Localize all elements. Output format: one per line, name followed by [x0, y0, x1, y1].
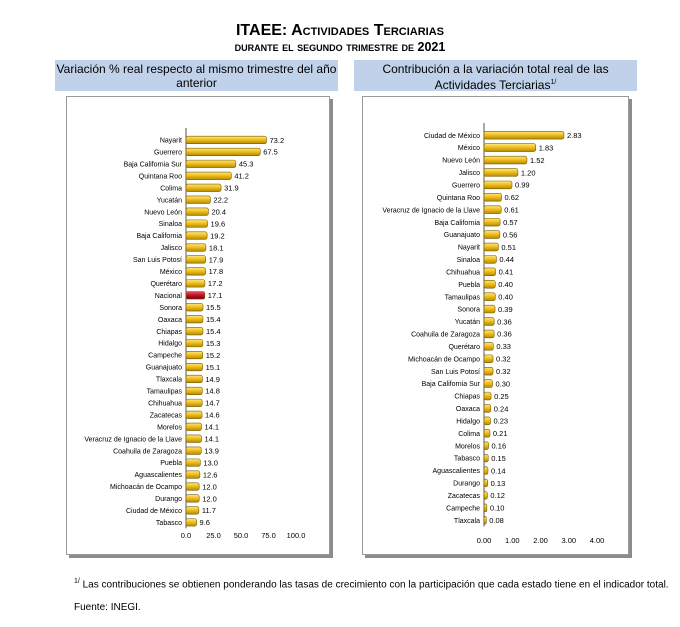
- left-chart-category-label: Campeche: [148, 352, 182, 360]
- left-chart-bar: [186, 304, 203, 312]
- right-chart-category-label: Chiapas: [454, 393, 480, 401]
- right-chart-bar: [484, 144, 536, 152]
- left-chart-value-label: 13.0: [203, 458, 218, 468]
- right-chart-bar: [484, 156, 527, 164]
- left-chart-category-label: Tabasco: [155, 519, 182, 527]
- left-chart-category-label: Nayarit: [159, 137, 182, 145]
- right-chart-bar: [484, 268, 496, 276]
- right-chart-value-label: 0.40: [498, 292, 513, 302]
- left-chart-category-label: Tamaulipas: [146, 388, 182, 396]
- left-chart-tick-label: 100.0: [286, 531, 306, 540]
- left-chart-value-label: 13.9: [204, 446, 219, 456]
- right-chart-value-label: 0.33: [496, 342, 511, 352]
- left-chart-category-label: Sinaloa: [158, 221, 182, 229]
- right-chart-category-label: Aguascalientes: [432, 468, 480, 476]
- right-chart-value-label: 0.08: [489, 516, 504, 526]
- right-chart-category-label: Baja California: [434, 219, 480, 227]
- right-chart-bar: [484, 504, 487, 512]
- left-chart-bar: [186, 196, 210, 204]
- left-chart-bar: [186, 136, 267, 144]
- right-chart-category-label: Durango: [453, 480, 480, 488]
- left-chart-value-label: 15.5: [206, 303, 221, 313]
- left-chart-category-label: Nacional: [154, 292, 182, 300]
- right-chart-bar: [484, 318, 494, 326]
- right-chart-value-label: 2.83: [566, 131, 582, 141]
- chart-subtitle: durante el segundo trimestre de 2021: [234, 40, 446, 54]
- right-chart-tick-label: 2.00: [533, 536, 548, 545]
- right-chart-category-label: San Luis Potosí: [430, 368, 480, 376]
- left-chart-value-label: 12.0: [202, 482, 217, 492]
- right-chart-value-label: 0.41: [498, 267, 514, 277]
- chart-title: ITAEE: Actividades Terciarias: [235, 22, 444, 39]
- right-chart-category-label: Tlaxcala: [453, 517, 480, 525]
- left-chart-bar: [186, 184, 221, 192]
- left-chart-category-label: San Luis Potosí: [132, 257, 182, 265]
- left-chart-bar: [186, 148, 260, 156]
- right-chart-value-label: 0.14: [490, 466, 506, 476]
- right-chart-bar: [484, 454, 488, 462]
- right-chart-category-label: Guerrero: [451, 182, 480, 190]
- right-chart-bar: [484, 169, 518, 177]
- right-chart-value-label: 0.39: [498, 304, 513, 314]
- right-chart-value-label: 0.32: [496, 354, 511, 364]
- left-chart-category-label: Chihuahua: [148, 400, 182, 408]
- left-chart-bar: [186, 423, 202, 431]
- right-chart-category-label: Querétaro: [448, 343, 480, 351]
- source-note: Fuente: INEGI.: [74, 602, 141, 613]
- left-chart-bar: [186, 327, 203, 335]
- left-chart-value-label: 19.2: [210, 231, 225, 241]
- right-chart-bar: [484, 342, 493, 350]
- right-chart-value-label: 0.40: [498, 280, 513, 290]
- left-chart-bar: [186, 208, 208, 216]
- right-chart-category-label: Tamaulipas: [444, 294, 480, 302]
- right-chart-value-label: 0.24: [493, 404, 509, 414]
- left-chart-value-label: 14.1: [204, 434, 220, 444]
- right-chart-category-label: Colima: [458, 430, 480, 438]
- left-chart-bar: [186, 315, 203, 323]
- right-chart-bar: [484, 218, 500, 226]
- left-chart-value-label: 17.8: [208, 267, 224, 277]
- right-chart-category-label: Quintana Roo: [436, 194, 480, 202]
- left-chart-value-label: 41.2: [234, 171, 249, 181]
- left-chart-bar: [186, 519, 197, 527]
- left-chart-value-label: 19.6: [210, 219, 226, 229]
- right-chart-bar: [484, 131, 564, 139]
- right-chart-category-label: Puebla: [458, 281, 480, 289]
- left-chart-value-label: 45.3: [238, 159, 254, 169]
- left-chart-category-label: Jalisco: [160, 245, 182, 253]
- left-chart-category-label: Morelos: [157, 424, 182, 432]
- left-chart-bar: [186, 447, 201, 455]
- left-chart-category-label: Guanajuato: [145, 364, 182, 372]
- left-chart-bar: [186, 375, 202, 383]
- left-chart-value-label: 67.5: [263, 147, 278, 157]
- right-chart-bar: [484, 193, 502, 201]
- left-chart-category-label: Oaxaca: [157, 316, 182, 324]
- right-chart-value-label: 0.10: [489, 503, 505, 513]
- right-chart-category-label: Guanajuato: [443, 232, 480, 240]
- right-chart-value-label: 0.21: [492, 429, 508, 439]
- left-chart-tick-label: 75.0: [261, 531, 276, 540]
- left-chart-category-label: Colima: [160, 185, 182, 193]
- right-chart-category-label: Ciudad de México: [423, 132, 480, 140]
- left-chart-value-label: 17.9: [208, 255, 224, 265]
- right-chart-value-label: 1.52: [529, 155, 545, 165]
- left-chart-category-label: Durango: [155, 496, 182, 504]
- left-chart-value-label: 14.7: [205, 398, 220, 408]
- left-chart-value-label: 18.1: [208, 243, 224, 253]
- right-chart-category-label: Baja California Sur: [421, 381, 480, 389]
- left-chart-tick-label: 25.0: [206, 531, 221, 540]
- right-chart-value-label: 0.51: [501, 242, 517, 252]
- left-chart-bar: [186, 232, 207, 240]
- left-chart-value-label: 20.4: [211, 207, 227, 217]
- left-chart-bar: [186, 507, 199, 515]
- right-chart-category-label: Sonora: [457, 306, 480, 314]
- left-chart-value-label: 12.6: [202, 470, 218, 480]
- left-chart-bar: [186, 160, 236, 168]
- right-chart-bar: [484, 355, 493, 363]
- left-chart-bar: [186, 268, 206, 276]
- right-chart-bar: [484, 392, 491, 400]
- right-panel-title: Contribución a la variación total real de las Actividades Terciarias$^{1/}$: [354, 60, 637, 91]
- left-chart-value-label: 12.0: [202, 494, 217, 504]
- left-chart-value-label: 14.9: [205, 374, 220, 384]
- right-chart-category-label: Sinaloa: [456, 257, 480, 265]
- left-chart-category-label: Veracruz de Ignacio de la Llave: [84, 436, 182, 444]
- right-chart-category-label: Chihuahua: [446, 269, 480, 277]
- right-chart-category-label: Veracruz de Ignacio de la Llave: [382, 207, 480, 215]
- left-chart-bar: [186, 256, 206, 264]
- right-chart-value-label: 0.36: [497, 317, 512, 327]
- right-chart-bar: [484, 429, 490, 437]
- left-chart-tick-label: 0.0: [180, 531, 192, 540]
- right-chart-bar: [484, 516, 486, 524]
- left-chart-value-label: 15.4: [205, 326, 221, 336]
- right-chart-value-label: 0.30: [495, 379, 511, 389]
- left-chart-bar: [186, 363, 203, 371]
- right-chart-tick-label: 3.00: [561, 536, 577, 545]
- right-chart-value-label: 0.15: [491, 453, 506, 463]
- left-chart-category-label: Ciudad de México: [125, 508, 182, 516]
- right-chart-tick-label: 4.00: [589, 536, 605, 545]
- right-chart-bar: [484, 491, 487, 499]
- footnote: $^{1/}$ Las contribuciones se obtienen ponderando las tasas de crecimiento con la participación que cada estado tiene en el indicador total.: [74, 578, 669, 591]
- right-chart-category-label: México: [457, 145, 480, 153]
- right-chart-category-label: Jalisco: [458, 170, 480, 178]
- right-chart-bar: [484, 243, 498, 251]
- left-chart-bar: [186, 339, 203, 347]
- left-chart-value-label: 14.8: [205, 386, 220, 396]
- right-chart-value-label: 0.36: [497, 329, 512, 339]
- left-chart-value-label: 17.1: [207, 291, 223, 301]
- left-chart-category-label: Nuevo León: [144, 209, 182, 217]
- left-chart-category-label: Quintana Roo: [138, 173, 182, 181]
- right-chart-bar: [484, 181, 512, 189]
- right-chart-bar: [484, 417, 490, 425]
- left-chart-bar: [186, 435, 202, 443]
- right-chart-value-label: 0.13: [490, 478, 506, 488]
- left-chart-category-label: Baja California Sur: [123, 161, 182, 169]
- right-chart-category-label: Nuevo León: [442, 157, 480, 165]
- left-chart-category-label: Guerrero: [153, 149, 182, 157]
- right-chart-category-label: Campeche: [446, 505, 480, 513]
- right-chart-bar: [484, 256, 496, 264]
- right-chart-bar: [484, 467, 488, 475]
- left-chart-category-label: Sonora: [159, 304, 182, 312]
- right-chart-category-label: Nayarit: [457, 244, 480, 252]
- right-chart-tick-label: 0.00: [476, 536, 492, 545]
- right-chart-bar: [484, 442, 489, 450]
- left-chart-bar: [186, 244, 206, 252]
- right-chart-value-label: 0.62: [504, 193, 520, 203]
- right-chart-category-label: Zacatecas: [447, 492, 480, 500]
- right-chart-bar: [484, 479, 488, 487]
- left-chart-value-label: 73.2: [269, 135, 285, 145]
- left-chart-bar: [186, 292, 205, 300]
- right-chart-value-label: 1.83: [538, 143, 554, 153]
- left-chart-bar: [186, 387, 202, 395]
- left-chart-value-label: 11.7: [201, 506, 216, 516]
- right-chart-value-label: 0.99: [514, 180, 530, 190]
- right-chart-bar: [484, 367, 493, 375]
- left-chart-bar: [186, 220, 208, 228]
- right-chart-value-label: 0.12: [490, 491, 505, 501]
- left-chart-value-label: 15.2: [205, 350, 221, 360]
- left-chart-bar: [186, 172, 231, 180]
- left-chart-category-label: Yucatán: [156, 197, 182, 205]
- left-chart-value-label: 15.3: [205, 338, 221, 348]
- right-chart-bar: [484, 231, 500, 239]
- right-chart-value-label: 0.32: [496, 366, 511, 376]
- left-chart-bar: [186, 351, 203, 359]
- right-chart-value-label: 1.20: [520, 168, 536, 178]
- right-chart-value-label: 0.57: [503, 217, 518, 227]
- left-chart-value-label: 14.6: [205, 410, 220, 420]
- right-chart-category-label: Michoacán de Ocampo: [408, 356, 480, 364]
- left-chart-category-label: Michoacán de Ocampo: [110, 484, 182, 492]
- left-chart-category-label: Zacatecas: [149, 412, 182, 420]
- right-chart-category-label: Tabasco: [453, 455, 480, 463]
- left-chart-bar: [186, 495, 199, 503]
- left-chart-bar: [186, 459, 200, 467]
- right-chart-category-label: Hidalgo: [456, 418, 480, 426]
- left-panel-title: Variación % real respecto al mismo trimestre del año anterior: [56, 62, 337, 90]
- right-chart-value-label: 0.56: [502, 230, 518, 240]
- left-chart-value-label: 22.2: [213, 195, 229, 205]
- right-chart-value-label: 0.61: [504, 205, 519, 215]
- left-chart-bar: [186, 483, 199, 491]
- right-chart-value-label: 0.23: [493, 416, 509, 426]
- right-chart-bar: [484, 305, 495, 313]
- right-chart-value-label: 0.16: [491, 441, 507, 451]
- left-chart-category-label: Coahuila de Zaragoza: [113, 448, 182, 456]
- left-chart-category-label: Aguascalientes: [134, 472, 182, 480]
- right-chart-value-label: 0.25: [494, 391, 509, 401]
- left-chart-category-label: Querétaro: [150, 280, 182, 288]
- left-chart-value-label: 14.1: [204, 422, 220, 432]
- left-chart-category-label: Chiapas: [156, 328, 182, 336]
- left-chart-value-label: 9.6: [199, 518, 210, 528]
- right-chart-tick-label: 1.00: [504, 536, 520, 545]
- left-chart-category-label: Baja California: [136, 233, 182, 241]
- left-chart-bar: [186, 411, 202, 419]
- left-chart-bar: [186, 399, 202, 407]
- left-chart-category-label: Tlaxcala: [155, 376, 182, 384]
- right-chart-bar: [484, 280, 495, 288]
- right-chart-value-label: 0.44: [499, 255, 515, 265]
- left-chart-value-label: 17.2: [207, 279, 223, 289]
- left-chart-category-label: México: [159, 269, 182, 277]
- left-chart-category-label: Hidalgo: [158, 340, 182, 348]
- right-chart-bar: [484, 380, 492, 388]
- left-chart-category-label: Puebla: [160, 460, 182, 468]
- right-chart-category-label: Oaxaca: [455, 406, 480, 414]
- right-chart-bar: [484, 293, 495, 301]
- left-chart-bar: [186, 471, 200, 479]
- right-chart-bar: [484, 206, 501, 214]
- left-chart-value-label: 31.9: [224, 183, 239, 193]
- left-chart-value-label: 15.1: [205, 362, 221, 372]
- right-chart-category-label: Yucatán: [454, 319, 480, 327]
- left-chart-bar: [186, 280, 205, 288]
- right-chart-category-label: Coahuila de Zaragoza: [411, 331, 480, 339]
- left-chart-tick-label: 50.0: [233, 531, 249, 540]
- right-chart-category-label: Morelos: [455, 443, 480, 451]
- left-chart-value-label: 15.4: [205, 315, 221, 325]
- right-chart-bar: [484, 330, 494, 338]
- right-chart-bar: [484, 405, 491, 413]
